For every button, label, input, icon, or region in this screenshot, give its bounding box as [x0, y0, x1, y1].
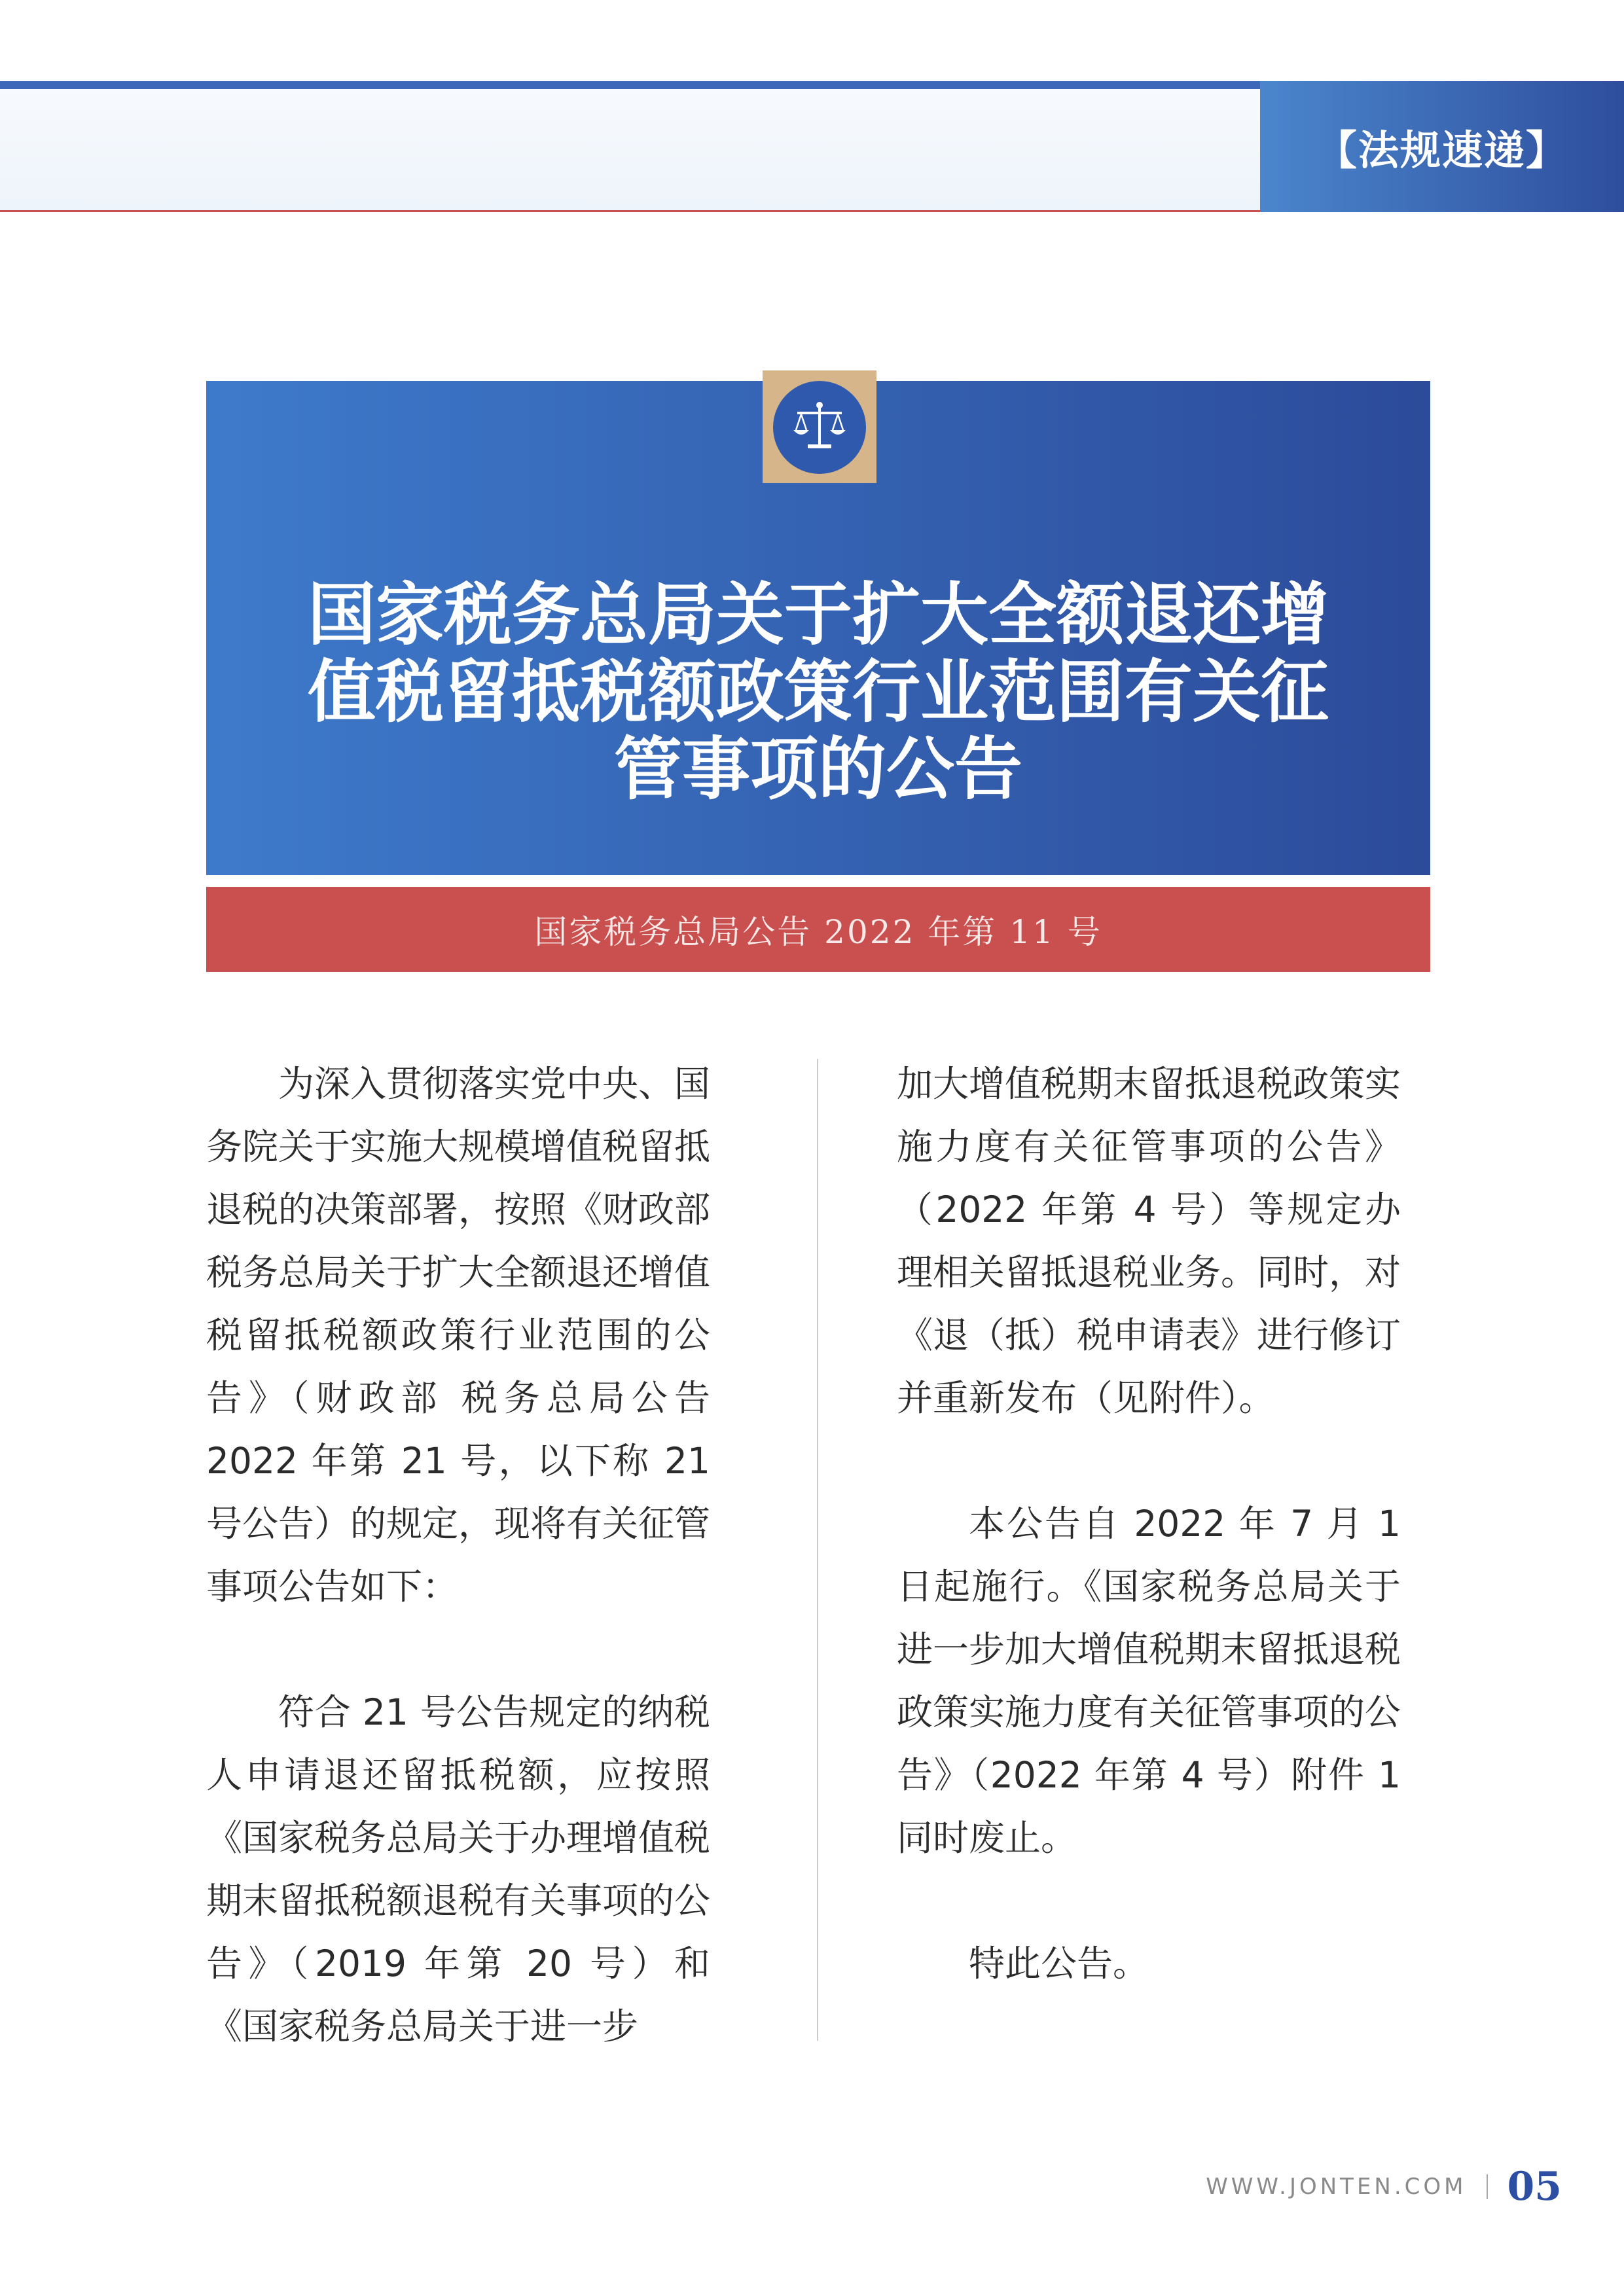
title-line-3: 管事项的公告: [613, 729, 1022, 809]
section-tag: [1260, 81, 1624, 212]
body-column-left: [206, 1052, 710, 2058]
column-divider: [817, 1059, 818, 2041]
footer: [1206, 2164, 1562, 2210]
announcement-number: 国家税务总局公告 2022 年第 11 号: [534, 913, 1102, 951]
section-tag-label: 【法规速递】: [1316, 126, 1568, 174]
body-paragraph-2: 符合 21 号公告规定的纳税人申请退还留抵税额，应按照《国家税务总局关于办理增值税期末留抵税额退税有关事项的公告》（2019 年第 20 号）和《国家税务总局关于进一步: [206, 1691, 711, 2047]
body-column-right: [897, 1052, 1401, 1995]
page-title: [206, 576, 1430, 808]
title-line-1: 国家税务总局关于扩大全额退还增: [307, 575, 1329, 655]
body-paragraph-3: 本公告自 2022 年 7 月 1 日起施行。《国家税务总局关于进一步加大增值税期末留抵退税政策实施力度有关征管事项的公告》（2022 年第 4 号）附件 1 同时废止。: [897, 1503, 1401, 1859]
footer-separator: [1487, 2174, 1488, 2199]
body-paragraph-2-continued: 加大增值税期末留抵退税政策实施力度有关征管事项的公告》（2022 年第 4 号）等规定办理相关留抵退税业务。同时，对《退（抵）税申请表》进行修订并重新发布（见附件）。: [897, 1063, 1401, 1419]
footer-website: WWW.JONTEN.COM: [1206, 2174, 1467, 2200]
page-number: 05: [1507, 2164, 1562, 2210]
title-line-2: 值税留抵税额政策行业范围有关征: [307, 652, 1329, 732]
announcement-number-bar: [206, 887, 1430, 972]
body-paragraph-4: 特此公告。: [969, 1943, 1149, 1984]
header-red-line: [0, 210, 1260, 212]
header-band: [0, 89, 1260, 210]
scales-of-justice-icon: [788, 396, 851, 459]
emblem: [773, 381, 866, 474]
body-paragraph-1: 为深入贯彻落实党中央、国务院关于实施大规模增值税留抵退税的决策部署，按照《财政部 税务总局关于扩大全额退还增值税留抵税额政策行业范围的公告》（财政部 税务总局公告 2022 年第 21 号，以下称 21 号公告）的规定，现将有关征管事项公告如下：: [206, 1063, 711, 1607]
